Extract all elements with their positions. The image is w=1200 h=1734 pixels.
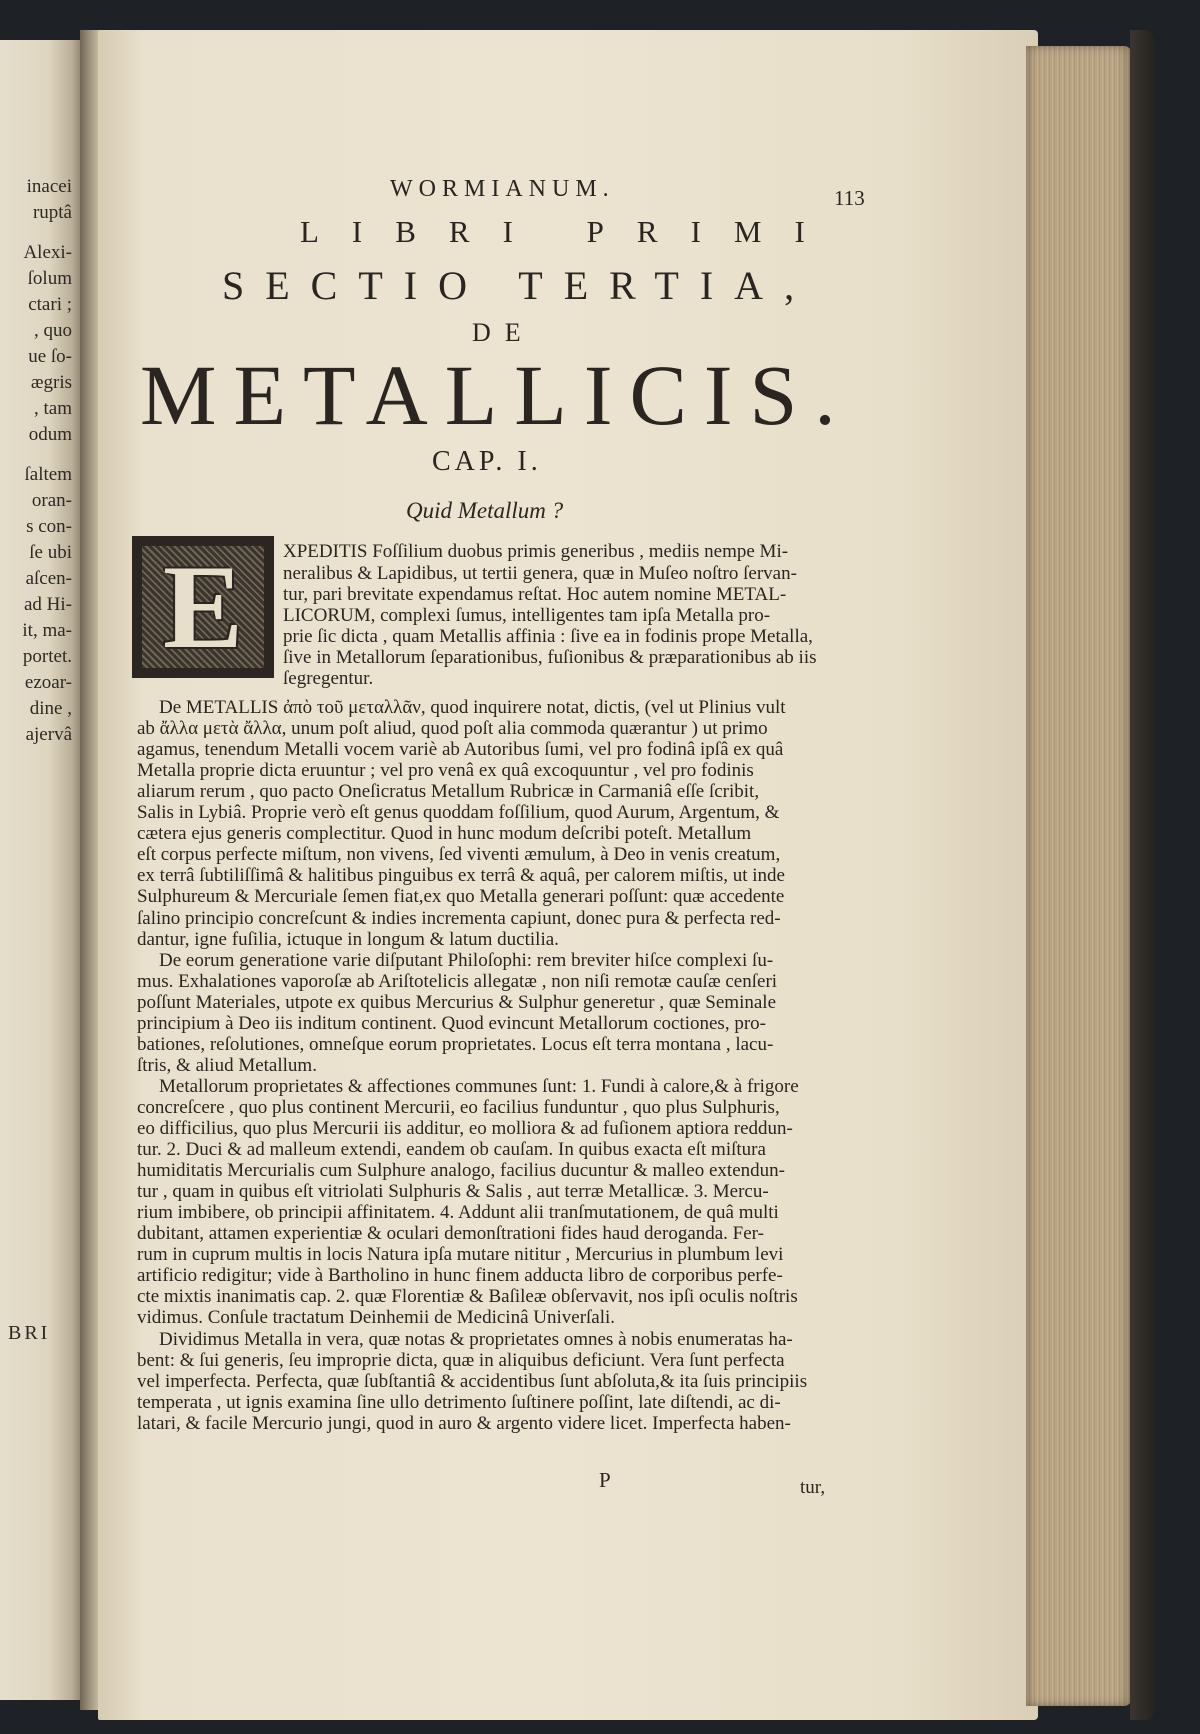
body-line: vidimus. Conſule tractatum Deinhemii de Medicinâ Univerſali.: [137, 1307, 616, 1329]
catchword: tur,: [800, 1477, 826, 1498]
body-line: temperata , ut ignis examina ſine ullo detrimento ſuſtinere poſſint, late diſtendi, ac di-: [137, 1391, 781, 1413]
paragraph-first-line: De METALLIS ἀπὸ τοῦ μεταλλᾶν, quod inquirere notat, dictis, (vel ut Plinius vult: [159, 697, 786, 718]
left-page-catchword: BRI: [8, 1322, 51, 1344]
body-line: ſtris, & aliud Metallum.: [137, 1054, 317, 1076]
body-line: Sulphureum & Mercuriale ſemen fiat,ex quo Metalla generari poſſunt: quæ accedente: [137, 886, 785, 908]
left-page-line: s con-: [26, 516, 72, 537]
chapter-heading: CAP. I.: [432, 446, 542, 477]
body-line: ſive in Metallorum ſeparationibus, fuſionibus & præparationibus ab iis: [283, 647, 817, 668]
left-page-line: Alexi-: [23, 242, 72, 263]
paragraph-first-line: Dividimus Metalla in vera, quæ notas & proprietates omnes à nobis enumeratas ha-: [159, 1328, 793, 1350]
left-page-line: ſe ubi: [29, 542, 72, 563]
body-line: prie ſic dicta , quam Metallis affinia : ſive ea in fodinis prope Metalla,: [283, 626, 813, 647]
title-libri-primi: LIBRI PRIMI: [300, 214, 838, 249]
signature-mark: P: [599, 1468, 611, 1492]
left-page-line: ctari ;: [28, 294, 72, 315]
decorated-initial: [132, 536, 274, 678]
left-page-line: ſolum: [27, 268, 72, 289]
page-number: 113: [834, 186, 865, 210]
body-line: Salis in Lybiâ. Proprie verò eſt genus quoddam foſſilium, quod Aurum, Argentum, &: [137, 802, 780, 824]
body-line: principium à Deo iis inditum continent. Quod evincunt Metallorum coctiones, pro-: [137, 1012, 766, 1034]
left-page-line: , quo: [34, 320, 72, 341]
title-sectio-tertia: SECTIO TERTIA,: [222, 263, 816, 308]
body-line: concreſcere , quo plus continent Mercurii, eo facilius funduntur , quo plus Sulphuris,: [137, 1096, 780, 1118]
left-page-line: ægris: [30, 372, 72, 393]
initial-letter: E: [162, 540, 244, 673]
body-line: latari, & facile Mercurio jungi, quod in auro & argento videre licet. Imperfecta haben-: [137, 1412, 791, 1434]
body-line: eſt corpus perfecte miſtum, non vivens, ſed viventi æmulum, à Deo in venis creatum,: [137, 844, 781, 866]
title-de: DE: [472, 318, 535, 347]
body-line: cte mixtis inanimatis cap. 2. quæ Florentiæ & Baſileæ obſervavit, nos ipſi oculis noſtris: [137, 1286, 798, 1308]
paragraph-first-line: De eorum generatione varie diſputant Philoſophi: rem breviter hiſce complexi ſu-: [159, 949, 774, 971]
body-line: Metalla proprie dicta eruuntur ; vel pro venâ ex quâ excoquuntur , vel pro fodinis: [137, 760, 754, 782]
body-line: humiditatis Mercurialis cum Sulphure analogo, facilius ducuntur & malleo extendun-: [137, 1160, 785, 1182]
left-page-line: ſaltem: [24, 464, 72, 485]
body-line: aliarum rerum , quo pacto Oneſicratus Metallum Rubricæ in Carmaniâ eſſe ſcribit,: [137, 781, 760, 803]
body-line: rium imbibere, ob principii affinitatem. 4. Addunt alii tranſmutationem, de quâ multi: [137, 1202, 779, 1224]
body-line: tur, pari brevitate expendamus reſtat. Hoc autem nomine METAL-: [283, 584, 787, 605]
body-line: LICORUM, complexi ſumus, intelligentes tam ipſa Metalla pro-: [283, 605, 771, 626]
left-page-line: oran-: [31, 490, 72, 511]
body-line: artificio redigitur; vide à Bartholino in hunc finem adducta libro de corporibus perfe-: [137, 1265, 783, 1287]
left-page-line: ruptâ: [32, 202, 72, 223]
left-page-line: ezoar-: [24, 672, 72, 693]
body-line: ab ἄλλα μετὰ ἄλλα, unum poſt aliud, quod poſt alia commoda quærantur ) ut primo: [137, 718, 768, 740]
left-page-line: it, ma-: [22, 620, 72, 641]
body-line: tur , quam in quibus eſt vitriolati Sulphuris & Salis , aut terræ Metallicæ. 3. Mercu-: [137, 1181, 769, 1203]
body-line: bationes, reſolutiones, omneſque eorum proprietates. Locus eſt terra montana , lacu-: [137, 1033, 774, 1055]
body-line: ſalino principio concreſcunt & indies incrementa capiunt, donec pura & perfecta red-: [137, 907, 781, 929]
book-cover-board: [1130, 30, 1154, 1720]
left-page-line: , tam: [34, 398, 72, 419]
body-line: ex terrâ ſubtiliſſimâ & halitibus pinguibus ex terrâ & aquâ, per calorem miſtis, ut inde: [137, 865, 785, 887]
body-line: tur. 2. Duci & ad malleum extendi, eandem ob cauſam. In quibus exacta eſt miſtura: [137, 1139, 766, 1161]
left-page-line: dine ,: [29, 698, 72, 719]
body-line: poſſunt Materiales, utpote ex quibus Mercurius & Sulphur generetur , quæ Seminale: [137, 991, 777, 1013]
left-page-line: ajervâ: [25, 724, 72, 745]
left-page-line: odum: [28, 424, 72, 445]
body-line: dubitant, attamen experientiæ & oculari demonſtrationi fides haud deroganda. Fer-: [137, 1223, 764, 1245]
body-line: neralibus & Lapidibus, ut tertii genera, quæ in Muſeo noſtro ſervan-: [283, 563, 797, 584]
body-line: ſegregentur.: [283, 668, 374, 689]
chapter-subtitle: Quid Metallum ?: [406, 498, 564, 523]
body-line: rum in cuprum multis in locis Natura ipſa mutare nititur , Mercurius in plumbum levi: [137, 1244, 784, 1266]
body-line: mus. Exhalationes vaporoſæ ab Ariſtotelicis allegatæ , non niſi remotæ cauſæ cenſeri: [137, 970, 778, 992]
main-title: METALLICIS.: [140, 347, 853, 443]
left-page-line: inacei: [26, 176, 72, 197]
left-page-line: aſcen-: [25, 568, 72, 589]
body-line: eo difficilius, quo plus Mercurii iis additur, eo molliora & ad fuſionem aptiora reddun-: [137, 1118, 793, 1139]
page-fore-edge: [1026, 46, 1132, 1706]
left-page-line: ad Hi-: [23, 594, 72, 615]
running-head: WORMIANUM.: [390, 176, 615, 202]
body-line: dantur, igne fuſilia, ictuque in longum & latum ductilia.: [137, 928, 559, 950]
body-line: bent: & ſui generis, ſeu improprie dicta, quæ in aliquibus deficiunt. Vera ſunt perfecta: [137, 1349, 785, 1371]
left-page-line: ue ſo-: [28, 346, 72, 367]
paragraph-first-line: Metallorum proprietates & affectiones communes ſunt: 1. Fundi à calore,& à frigore: [159, 1075, 799, 1097]
body-line: agamus, tenendum Metalli vocem variè ab Autoribus ſumi, vel pro fodinâ ipſâ ex quâ: [137, 739, 784, 761]
body-line: cætera ejus generis complectitur. Quod in hunc modum deſcribi poteſt. Metallum: [137, 823, 752, 845]
body-line-first: XPEDITIS Foſſilium duobus primis generibus , mediis nempe Mi-: [283, 541, 789, 562]
left-page-line: portet.: [22, 646, 72, 667]
body-line: vel imperfecta. Perfecta, quæ ſubſtantiâ & accidentibus ſunt abſoluta,& ita ſuis principiis: [137, 1370, 808, 1392]
